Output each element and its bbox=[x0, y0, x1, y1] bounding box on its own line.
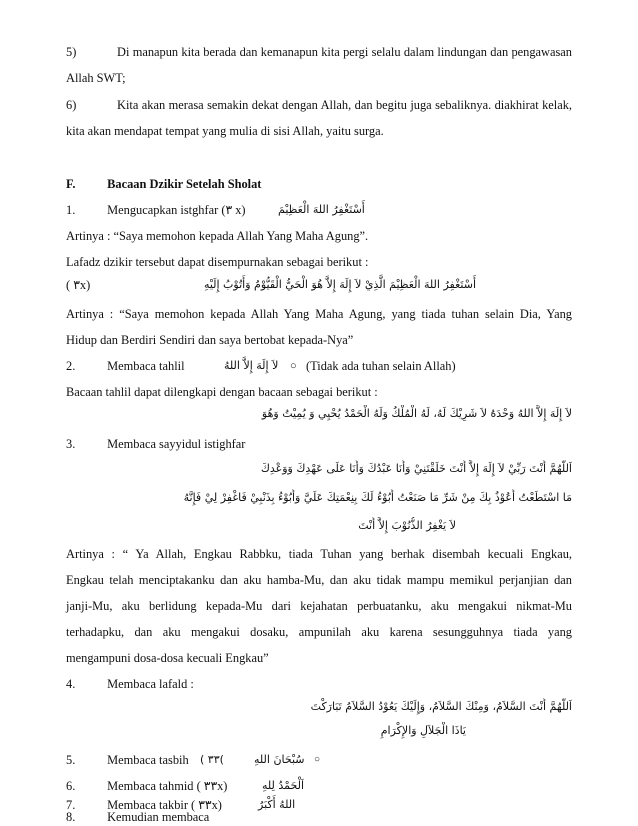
point-5 bbox=[66, 43, 572, 61]
point-5-number: 5) bbox=[66, 45, 77, 59]
item-7-text: Membaca takbir ( ٣٣x) bbox=[107, 798, 222, 812]
item-4-text: Membaca lafald : bbox=[107, 677, 194, 691]
item-2-meaning: (Tidak ada tuhan selain Allah) bbox=[306, 359, 456, 373]
item-2-extra: Bacaan tahlil dapat dilengkapi dengan bacaan sebagai berikut : bbox=[66, 385, 378, 399]
point-6-text: Kita akan merasa semakin dekat dengan Allah, dan begitu juga sebaliknya. diakhirat kelak, bbox=[117, 98, 572, 112]
item-1-full-arabic: أَسْتَغْفِرُ اللهَ الْعَظِيْمَ الَّذِيْ لاَ إِلَهَ إِلاَّ هُوَ الْحَيُّ الْقَيُّوْمُ وَأَتُوْبُ إِلَيْهِ bbox=[203, 278, 476, 291]
item-5-count: )٣٣ ) bbox=[200, 753, 224, 766]
item-6-arabic: اَلْحَمْدُ لِلهِ bbox=[262, 779, 305, 792]
point-5-continuation: Allah SWT; bbox=[66, 71, 126, 85]
item-3-arabic-line1: اَللَّهُمَّ أَنْتَ رَبِّيْ لاَ إِلَهَ إِلاَّ أَنْتَ خَلَقْتَنِيْ وَأَنَا عَبْدُكَ وَأَنَا عَلَى عَهْدِكَ وَوَعْدِكَ bbox=[260, 462, 572, 475]
item-1-lafadz: Lafadz dzikir tersebut dapat disempurnakan sebagai berikut : bbox=[66, 255, 369, 269]
circle-icon: ○ bbox=[314, 754, 321, 765]
item-4-arabic-line2: يَاذَا الْجَلاَلِ وَالإِكْرَامِ bbox=[380, 724, 466, 737]
section-f-letter: F. bbox=[66, 177, 76, 191]
item-5 bbox=[66, 751, 572, 769]
item-1-full bbox=[66, 276, 572, 294]
item-3-artinya-line1: Artinya : “ Ya Allah, Engkau Rabbku, tiada Tuhan yang berhak disembah kecuali Engkau, bbox=[66, 547, 572, 561]
item-5-number: 5. bbox=[66, 753, 76, 767]
item-7-number: 7. bbox=[66, 798, 76, 812]
item-2-text: Membaca tahlil bbox=[107, 359, 185, 373]
section-f-title: Bacaan Dzikir Setelah Sholat bbox=[107, 177, 262, 191]
item-3-artinya-line4: terhadapku, dan aku mengakui dosaku, ampunilah aku karena sesungguhnya tiada yang bbox=[66, 625, 572, 639]
item-6-number: 6. bbox=[66, 779, 76, 793]
item-1-artinya: Artinya : “Saya memohon kepada Allah Yang Maha Agung”. bbox=[66, 229, 369, 243]
section-f-heading bbox=[66, 175, 572, 193]
item-1-full-count: ( ٣x) bbox=[66, 278, 91, 292]
item-6 bbox=[66, 777, 572, 795]
item-1 bbox=[66, 201, 572, 219]
item-8-text: Kemudian membaca bbox=[107, 810, 210, 824]
item-3-artinya-line2: Engkau telah menciptakanku dan aku hamba-Mu, dan aku tidak mampu memikul perjanjian dan bbox=[66, 573, 572, 587]
item-8 bbox=[66, 810, 572, 824]
item-3-number: 3. bbox=[66, 437, 76, 451]
item-3 bbox=[66, 435, 572, 453]
item-3-arabic-line3: لاَ يَغْفِرُ الذُّنُوْبَ إِلاَّ أَنْتَ bbox=[358, 519, 456, 532]
item-4 bbox=[66, 675, 572, 693]
item-2-arabic-full: لاَ إِلَهَ إِلاَّ اللهُ وَحْدَهُ لاَ شَرِيْكَ لَهُ، لَهُ الْمُلْكُ وَلَهُ الْحَمْدُ يُحْيِي وَ يُمِيْتُ وَهُوَ bbox=[261, 407, 572, 420]
item-3-text: Membaca sayyidul istighfar bbox=[107, 437, 246, 451]
item-1-artinya2-line1: Artinya : “Saya memohon kepada Allah Yang Maha Agung, yang tiada tuhan selain Dia, Yang bbox=[66, 307, 572, 321]
item-3-arabic-line2: مَا اسْتَطَعْتُ أَعُوْذُ بِكَ مِنْ شَرِّ مَا صَنَعْتُ أَبُوْءُ لَكَ بِنِعْمَتِكَ عَلَيَّ وَأَبُوْءُ بِذَنْبِيْ فَاغْفِرْ لِيْ فَإِنَّهُ bbox=[183, 491, 572, 504]
item-5-text: Membaca tasbih bbox=[107, 753, 189, 767]
item-7-arabic: اللهُ أَكْبَرُ bbox=[258, 798, 296, 811]
point-6-number: 6) bbox=[66, 98, 77, 112]
item-2-arabic: لاَ إِلَهَ إِلاَّ اللهُ bbox=[224, 359, 279, 372]
point-5-text: Di manapun kita berada dan kemanapun kita pergi selalu dalam lindungan dan pengawasan bbox=[117, 45, 572, 59]
item-8-number: 8. bbox=[66, 810, 76, 824]
item-4-arabic-line1: اَللَّهُمَّ أَنْتَ السَّلاَمُ، وَمِنْكَ السَّلاَمُ، وَإِلَيْكَ يَعُوْدُ السَّلاَمُ تَبَارَكْتَ bbox=[310, 700, 572, 713]
item-6-text: Membaca tahmid ( ٣٣x) bbox=[107, 779, 228, 793]
item-5-arabic: سُبْحَانَ اللهِ bbox=[254, 753, 305, 766]
item-1-artinya2-line2: Hidup dan Berdiri Sendiri dan saya bertobat kepada-Nya” bbox=[66, 333, 354, 347]
point-6-continuation: kita akan mendapat tempat yang mulia di sisi Allah, yaitu surga. bbox=[66, 124, 384, 138]
item-1-arabic: أَسْتَغْفِرُ اللهَ الْعَظِيْمَ bbox=[278, 203, 365, 216]
item-1-number: 1. bbox=[66, 203, 76, 217]
item-2-number: 2. bbox=[66, 359, 76, 373]
point-6 bbox=[66, 96, 572, 114]
item-3-artinya-line3: janji-Mu, aku berlidung kepada-Mu dari kejahatan perbuatanku, aku mengakui nikmat-Mu bbox=[66, 599, 572, 613]
item-1-text: Mengucapkan istghfar (٣ x) bbox=[107, 203, 246, 217]
item-3-artinya-line5: mengampuni dosa-dosa kecuali Engkau” bbox=[66, 651, 269, 665]
circle-icon: ○ bbox=[290, 360, 297, 372]
item-4-number: 4. bbox=[66, 677, 76, 691]
item-2 bbox=[66, 357, 572, 375]
